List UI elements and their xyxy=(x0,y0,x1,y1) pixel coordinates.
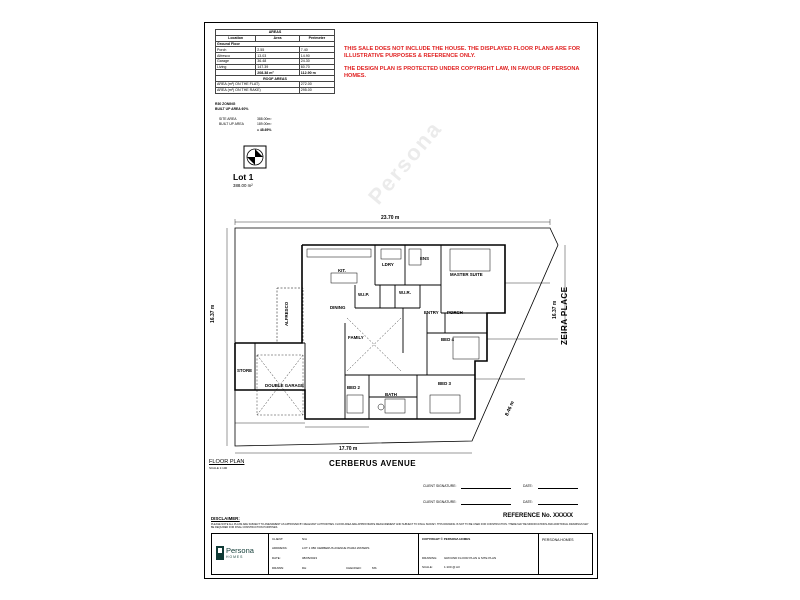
dim-diagonal: 8.46 m xyxy=(504,400,516,418)
client-signature-2-label: CLIENT SIGNATURE: xyxy=(423,500,457,504)
areas-section: Ground Floor xyxy=(216,41,335,47)
checked-value: MS xyxy=(372,566,377,570)
address-value: LOT 1 #80 CERBERUS AVENUE PIARA WATERS xyxy=(302,546,370,550)
total-perimeter: 112.90 m xyxy=(299,70,334,76)
table-cell: 24.30 xyxy=(299,58,334,64)
brand-sub: HOMES xyxy=(226,555,244,559)
table-cell: 2.55 xyxy=(256,47,300,53)
areas-header-area: Area xyxy=(256,35,300,41)
room-ensuite: ENS xyxy=(420,256,430,261)
scale-value: 1:100 @ A3 xyxy=(444,565,460,569)
street-zeira-place: ZEIRA PLACE xyxy=(560,286,569,345)
notice-line-1: THIS SALE DOES NOT INCLUDE THE HOUSE. THE DISPLAYED FLOOR PLANS ARE FOR ILLUSTRATIVE PURPOSES & REFERENCE ONLY. xyxy=(344,46,581,60)
site-area-value: 388.00m² xyxy=(257,117,272,121)
table-cell: 14.90 xyxy=(299,53,334,59)
table-cell: 272.00 xyxy=(299,82,334,88)
street-cerberus-avenue: CERBERUS AVENUE xyxy=(329,459,417,468)
room-alfresco: ALFRESCO xyxy=(284,301,289,326)
date-label: DATE: xyxy=(272,556,281,560)
room-store: STORE xyxy=(237,368,253,373)
drawn-value: DH xyxy=(302,566,307,570)
dim-left: 16.37 m xyxy=(210,304,216,323)
brand-cell xyxy=(212,534,269,574)
company-cell xyxy=(538,534,592,574)
built-area-label: BUILT UP AREA xyxy=(219,122,244,126)
table-cell: 7.40 xyxy=(299,47,334,53)
copyright: COPYRIGHT © PERSONA HOMES xyxy=(422,537,471,541)
date-value: 08/05/2023 xyxy=(302,556,318,560)
client-signature-2-date-line xyxy=(538,504,578,505)
client-signature-2-date-label: DATE: xyxy=(523,500,533,504)
drawing-value: GROUND FLOOR PLAN & SITE PLAN xyxy=(444,556,497,560)
room-dining: DINING xyxy=(330,305,346,310)
table-cell: AREA (m²) ON THE FLAT) xyxy=(216,82,300,88)
brand-watermark: Persona xyxy=(363,115,447,210)
dim-bottom: 17.70 m xyxy=(339,446,358,452)
client-signature-1-line xyxy=(461,488,511,489)
table-cell: 13.03 xyxy=(256,53,300,59)
room-porch: PORCH xyxy=(447,310,463,315)
areas-header-perimeter: Perimeter xyxy=(299,35,334,41)
dim-right: 16.37 m xyxy=(552,300,558,319)
company-name: PERSONA HOMES xyxy=(542,538,574,542)
table-cell: 295.00 xyxy=(299,87,334,93)
plan-sheet xyxy=(204,22,598,579)
floor-plan-scale: SCALE 1:100 xyxy=(209,466,228,470)
table-cell: Alfresco xyxy=(216,53,256,59)
title-block xyxy=(211,533,593,575)
client-signature-1-date-line xyxy=(538,488,578,489)
areas-title: AREAS xyxy=(216,30,335,36)
table-cell: Porch xyxy=(216,47,256,53)
room-bed-4: BED 4 xyxy=(441,337,454,342)
address-label: ADDRESS: xyxy=(272,546,288,550)
table-cell: Garage xyxy=(216,58,256,64)
disclaimer-title: DISCLAIMER: xyxy=(211,516,240,521)
site-area-label: SITE AREA xyxy=(219,117,237,121)
lot-name: Lot 1 xyxy=(233,172,254,182)
room-bath: BATH xyxy=(385,392,397,397)
table-cell: AREA (m²) ON THE RAKE) xyxy=(216,87,300,93)
room-bed-3: BED 3 xyxy=(438,381,451,386)
client-signature-1-label: CLIENT SIGNATURE: xyxy=(423,484,457,488)
built-area-value: 189.00m² xyxy=(257,122,272,126)
disclaimer-text: PLEASE NOTE ALL PLANS ARE SUBJECT TO AMENDMENT AS APPROVED BY RELEVANT AUTHORITIES. FLOOR AREA ARE APPROXIMATE MEASUREMENT AND SUBJECT TO FINAL SURVEY. THIS DRAWING IS NOT TO BE USED FOR CONSTRUCTION. THERE MAY BE MODIFICATIONS AND ADDITIONAL DRAWINGS MAY BE REQUIRED FOR FINAL CONSTRUCTION PURPOSES. xyxy=(211,523,589,529)
reference-number: REFERENCE No. XXXXX xyxy=(503,513,574,519)
client-value: N/A xyxy=(302,537,308,541)
notice-line-2: THE DESIGN PLAN IS PROTECTED UNDER COPYRIGHT LAW, IN FAVOUR OF PERSONA HOMES. xyxy=(344,65,580,80)
room-entry: ENTRY xyxy=(424,310,439,315)
client-cell xyxy=(268,534,419,574)
room-kitchen: KIT. xyxy=(338,268,346,273)
checked-label: CHECKED: xyxy=(346,566,362,570)
room-wir: W.I.R. xyxy=(399,290,411,295)
floor-plan-label: FLOOR PLAN xyxy=(209,459,245,465)
zoning-line1: R30 ZONING xyxy=(215,102,236,106)
drawing-label: DRAWING: xyxy=(422,556,438,560)
room-family: FAMILY xyxy=(348,335,364,340)
table-cell: 60.70 xyxy=(299,64,334,70)
client-label: CLIENT: xyxy=(272,537,284,541)
lot-area: 388.00 m² xyxy=(233,183,253,188)
client-signature-1-date-label: DATE: xyxy=(523,484,533,488)
floor-plan-drawing xyxy=(205,23,597,483)
room-master-suite: MASTER SUITE xyxy=(450,272,483,277)
drawn-label: DRAWN: xyxy=(272,566,285,570)
room-bed-2: BED 2 xyxy=(347,385,360,390)
room-laundry: LDRY xyxy=(382,262,394,267)
table-cell: 147.39 xyxy=(256,64,300,70)
built-area-percentage: = 48.69% xyxy=(257,128,272,132)
dim-top: 23.70 m xyxy=(381,215,400,221)
zoning-line2: BUILT UP AREA 60% xyxy=(215,107,249,111)
drawing-cell xyxy=(418,534,539,574)
client-signature-2-line xyxy=(461,504,511,505)
total-area: 208.38 m² xyxy=(256,70,300,76)
roof-areas-title: ROOF AREAS xyxy=(216,76,335,82)
brand-name: Persona xyxy=(226,546,254,555)
persona-logo-icon xyxy=(216,546,224,560)
table-cell: 36.48 xyxy=(256,58,300,64)
areas-header-location: Location xyxy=(216,35,256,41)
room-wip: W.I.P. xyxy=(358,292,370,297)
room-double-garage: DOUBLE GARAGE xyxy=(265,383,305,388)
table-cell: Living xyxy=(216,64,256,70)
scale-label: SCALE: xyxy=(422,565,433,569)
